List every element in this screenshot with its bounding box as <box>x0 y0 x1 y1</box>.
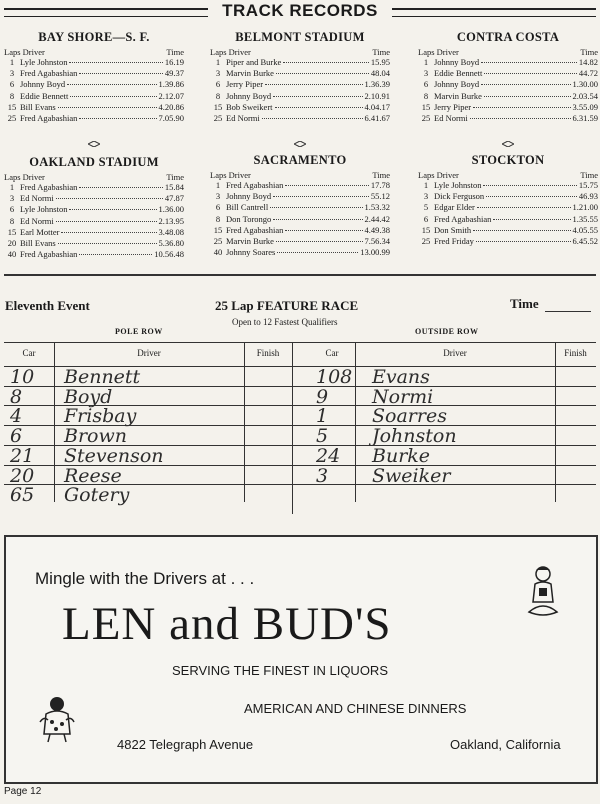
col-header-car: Car <box>22 348 36 358</box>
dot-leader <box>477 207 571 208</box>
dot-leader <box>283 62 369 63</box>
record-driver: Marvin Burke <box>226 236 274 247</box>
dot-leader <box>273 196 369 197</box>
record-laps: 15 <box>421 224 431 235</box>
col-header-finish: Finish <box>564 348 587 358</box>
handwritten-car-number: 20 <box>10 464 35 487</box>
record-laps: 3 <box>423 191 429 202</box>
handwritten-car-number: 21 <box>10 444 35 467</box>
record-driver: Marvin Burke <box>226 68 274 79</box>
record-laps: 40 <box>213 247 223 258</box>
outside-row-label: OUTSIDE ROW <box>415 327 479 336</box>
diamond-ornament <box>502 141 514 147</box>
record-laps: 25 <box>7 113 17 124</box>
handwritten-driver-name: Stevenson <box>64 444 164 467</box>
handwritten-car-number: 9 <box>316 385 329 408</box>
record-time: 6.31.59 <box>572 113 598 124</box>
track-rows <box>4 57 184 124</box>
record-time: 6.41.67 <box>364 113 390 124</box>
dot-leader <box>79 73 163 74</box>
record-row <box>210 225 390 236</box>
record-time: 2.10.91 <box>364 90 390 101</box>
record-row <box>4 216 184 227</box>
track-column-header <box>210 170 390 180</box>
record-row <box>210 57 390 68</box>
record-driver: Fred Agabashian <box>20 182 78 192</box>
track-column-header <box>4 172 184 182</box>
record-driver: Eddie Bennett <box>20 90 69 101</box>
dot-leader <box>484 96 571 97</box>
record-laps: 6 <box>9 204 15 215</box>
track-oakland <box>4 155 184 260</box>
record-time: 2.44.42 <box>364 213 390 224</box>
record-row <box>418 79 598 90</box>
record-time: 10.56.48 <box>154 249 184 260</box>
track-name: BELMONT STADIUM <box>235 30 365 44</box>
dot-leader <box>79 118 156 119</box>
grid-column-rule <box>54 342 55 502</box>
laps-driver-label: Laps Driver <box>4 172 45 182</box>
record-row <box>4 68 184 79</box>
record-laps: 3 <box>215 191 221 202</box>
record-row <box>4 79 184 90</box>
race-time-blank[interactable] <box>545 311 591 312</box>
record-driver: Fred Agabashian <box>226 224 284 235</box>
dot-leader <box>473 107 570 108</box>
record-row <box>210 247 390 258</box>
grid-column-rule <box>244 342 245 502</box>
dot-leader <box>275 107 363 108</box>
record-laps: 8 <box>215 213 221 224</box>
record-time: 15.95 <box>370 57 390 67</box>
record-row <box>210 102 390 113</box>
dot-leader <box>70 96 156 97</box>
dot-leader <box>481 62 577 63</box>
dot-leader <box>61 232 156 233</box>
laps-driver-label: Laps Driver <box>210 170 251 180</box>
handwritten-car-number: 24 <box>316 444 341 467</box>
track-name: STOCKTON <box>471 153 545 167</box>
header-title: TRACK RECORDS <box>222 1 378 20</box>
seated-figure-icon <box>523 564 563 624</box>
track-name: SACRAMENTO <box>253 153 347 167</box>
record-time: 14.82 <box>578 57 598 67</box>
record-row <box>4 227 184 238</box>
handwritten-driver-name: Bennett <box>64 366 141 388</box>
track-column-header <box>4 47 184 57</box>
record-laps: 6 <box>423 213 429 224</box>
dot-leader <box>493 219 570 220</box>
chef-figure-icon <box>38 694 76 744</box>
dot-leader <box>486 196 577 197</box>
record-time: 2.13.95 <box>158 215 184 226</box>
track-rows <box>210 57 390 124</box>
record-driver: Dick Ferguson <box>434 191 485 202</box>
record-driver: Fred Friday <box>434 236 474 247</box>
record-time: 4.04.17 <box>364 101 390 112</box>
record-row <box>210 180 390 191</box>
handwritten-car-number: 108 <box>316 366 353 388</box>
ad-city: Oakland, California <box>450 737 561 752</box>
record-time: 6.45.52 <box>572 236 598 247</box>
col-header-finish: Finish <box>256 348 280 358</box>
record-driver: Marvin Burke <box>434 90 482 101</box>
record-time: 3.48.08 <box>158 226 184 237</box>
record-row <box>418 214 598 225</box>
record-laps: 25 <box>213 113 223 124</box>
record-driver: Fred Agabashian <box>434 213 492 224</box>
header-rule-left <box>4 8 208 17</box>
track-column-header <box>418 47 598 57</box>
handwritten-car-number: 1 <box>316 405 329 428</box>
dot-leader <box>265 84 362 85</box>
record-row <box>418 57 598 68</box>
record-driver: Fred Agabashian <box>20 113 78 124</box>
track-column-header <box>418 170 598 180</box>
track-contra-costa <box>418 30 598 124</box>
handwritten-car-number: 8 <box>10 385 23 408</box>
record-time: 1.21.00 <box>572 202 598 213</box>
record-row <box>4 249 184 260</box>
ad-address: 4822 Telegraph Avenue <box>117 737 254 752</box>
record-time: 2.03.54 <box>572 90 598 101</box>
record-driver: Bill Cantrell <box>226 202 269 213</box>
handwritten-driver-name: Boyd <box>64 385 113 408</box>
handwritten-car-number: 3 <box>316 464 329 487</box>
record-driver: Fred Agabashian <box>20 68 78 79</box>
record-row <box>4 57 184 68</box>
record-driver: Fred Agabashian <box>20 249 78 260</box>
record-driver: Johnny Boyd <box>434 79 480 90</box>
record-row <box>210 236 390 247</box>
record-driver: Johnny Boyd <box>20 79 66 90</box>
dot-leader <box>273 219 362 220</box>
record-laps: 15 <box>213 101 223 112</box>
handwritten-car-number: 65 <box>10 484 35 507</box>
dot-leader <box>470 118 571 119</box>
record-time: 15.75 <box>578 180 598 190</box>
dot-leader <box>276 73 369 74</box>
grid-column-rule <box>555 342 556 502</box>
dot-leader <box>56 198 163 199</box>
record-driver: Bob Sweikert <box>226 101 273 112</box>
dot-leader <box>79 254 152 255</box>
dot-leader <box>273 96 362 97</box>
handwritten-driver-name: Reese <box>64 464 122 487</box>
record-driver: Fred Agabashian <box>226 180 284 190</box>
dot-leader <box>79 187 163 188</box>
laps-driver-label: Laps Driver <box>210 47 251 57</box>
record-row <box>210 68 390 79</box>
starting-grid-table <box>4 342 596 514</box>
dot-leader <box>476 241 571 242</box>
record-time: 4.20.86 <box>158 101 184 112</box>
time-label: Time <box>372 170 390 180</box>
record-laps: 6 <box>215 202 221 213</box>
record-laps: 1 <box>215 57 221 67</box>
record-row <box>210 113 390 124</box>
record-laps: 3 <box>9 193 15 204</box>
record-time: 7.56.34 <box>364 236 390 247</box>
handwritten-driver-name: Johnston <box>372 425 457 448</box>
dot-leader <box>484 73 576 74</box>
event-label: Eleventh Event <box>5 298 90 313</box>
track-name: CONTRA COSTA <box>456 30 560 44</box>
record-laps: 1 <box>423 57 429 67</box>
handwritten-driver-name: Soarres <box>372 405 447 428</box>
track-records-header <box>4 3 596 23</box>
track-rows <box>4 182 184 260</box>
record-driver: Jerry Piper <box>226 79 264 90</box>
dot-leader <box>67 84 156 85</box>
record-driver: Johnny Boyd <box>226 90 272 101</box>
track-rows <box>418 180 598 247</box>
record-row <box>4 113 184 124</box>
record-time: 1.39.86 <box>158 79 184 90</box>
dot-leader <box>58 107 157 108</box>
record-time: 1.35.55 <box>572 213 598 224</box>
record-row <box>210 214 390 225</box>
record-time: 13.00.99 <box>360 247 390 258</box>
col-header-driver: Driver <box>443 348 467 358</box>
record-row <box>4 182 184 193</box>
ad-serving: SERVING THE FINEST IN LIQUORS <box>172 663 388 678</box>
record-time: 44.72 <box>578 68 598 79</box>
section-divider <box>4 274 596 276</box>
race-title: 25 Lap FEATURE RACE <box>215 298 359 313</box>
record-row <box>418 68 598 79</box>
record-driver: Johnny Boyd <box>434 57 480 67</box>
record-time: 1.36.00 <box>158 204 184 215</box>
record-laps: 1 <box>423 180 429 190</box>
record-laps: 15 <box>7 101 17 112</box>
record-laps: 25 <box>421 236 431 247</box>
diamond-ornament <box>88 141 100 147</box>
dot-leader <box>285 185 369 186</box>
grid-rule <box>4 342 596 343</box>
record-time: 2.12.07 <box>158 90 184 101</box>
record-laps: 20 <box>7 238 17 249</box>
record-driver: Bill Evans <box>20 238 56 249</box>
record-time: 1.30.00 <box>572 79 598 90</box>
time-label: Time <box>166 47 184 57</box>
record-driver: Ed Normi <box>434 113 468 124</box>
record-row <box>210 79 390 90</box>
dot-leader <box>69 209 156 210</box>
race-subtitle: Open to 12 Fastest Qualifiers <box>232 317 338 327</box>
record-row <box>4 102 184 113</box>
track-stockton <box>418 153 598 247</box>
handwritten-driver-name: Brown <box>64 425 127 448</box>
record-laps: 3 <box>423 68 429 79</box>
record-time: 46.93 <box>578 191 598 202</box>
record-row <box>418 191 598 202</box>
advertisement <box>4 535 598 784</box>
record-laps: 8 <box>215 90 221 101</box>
record-driver: Bill Evans <box>20 101 56 112</box>
record-row <box>210 202 390 213</box>
record-laps: 5 <box>423 202 429 213</box>
dot-leader <box>483 185 576 186</box>
record-row <box>418 236 598 247</box>
track-rows <box>210 180 390 258</box>
record-time: 16.19 <box>164 57 184 67</box>
record-row <box>4 193 184 204</box>
record-driver: Jerry Piper <box>434 101 472 112</box>
record-time: 1.53.32 <box>364 202 390 213</box>
record-laps: 8 <box>423 90 429 101</box>
time-label: Time <box>166 172 184 182</box>
record-driver: Lyle Johnston <box>20 57 68 67</box>
grid-column-rule <box>355 342 356 502</box>
record-laps: 15 <box>421 101 431 112</box>
record-driver: Earl Motter <box>20 226 60 237</box>
race-time-label: Time <box>510 296 539 311</box>
dot-leader <box>69 62 162 63</box>
col-header-car: Car <box>325 348 339 358</box>
dot-leader <box>270 207 362 208</box>
track-name: OAKLAND STADIUM <box>29 155 159 169</box>
track-rows <box>418 57 598 124</box>
dot-leader <box>473 230 570 231</box>
ad-dinners: AMERICAN AND CHINESE DINNERS <box>244 701 467 716</box>
laps-driver-label: Laps Driver <box>418 170 459 180</box>
record-row <box>210 191 390 202</box>
pole-row-label: POLE ROW <box>115 327 163 336</box>
ad-tagline: Mingle with the Drivers at . . . <box>35 569 255 588</box>
record-row <box>418 91 598 102</box>
handwritten-driver-name: Evans <box>372 366 430 388</box>
record-driver: Ed Normi <box>226 113 260 124</box>
track-column-header <box>210 47 390 57</box>
record-laps: 1 <box>9 57 15 67</box>
header-rule-right <box>392 8 596 17</box>
handwritten-car-number: 10 <box>10 366 35 388</box>
record-laps: 25 <box>421 113 431 124</box>
record-laps: 8 <box>9 215 15 226</box>
record-laps: 25 <box>213 236 223 247</box>
record-driver: Lyle Johnston <box>20 204 68 215</box>
record-row <box>4 91 184 102</box>
record-row <box>418 113 598 124</box>
record-laps: 15 <box>213 224 223 235</box>
track-bay-shore <box>4 30 184 124</box>
diamond-ornament <box>294 141 306 147</box>
record-laps: 8 <box>9 90 15 101</box>
record-time: 55.12 <box>370 191 390 202</box>
handwritten-car-number: 5 <box>316 425 329 448</box>
handwritten-driver-name: Frisbay <box>64 405 137 428</box>
grid-column-rule <box>292 342 293 514</box>
record-row <box>4 238 184 249</box>
handwritten-driver-name: Burke <box>372 444 431 467</box>
record-time: 3.55.09 <box>572 101 598 112</box>
ad-business-name: LEN and BUD'S <box>62 598 392 650</box>
record-laps: 40 <box>7 249 17 260</box>
record-driver: Eddie Bennett <box>434 68 483 79</box>
record-row <box>418 102 598 113</box>
handwritten-driver-name: Sweiker <box>372 464 451 487</box>
record-time: 5.36.80 <box>158 238 184 249</box>
record-laps: 1 <box>9 182 15 192</box>
record-driver: Ed Normi <box>20 215 54 226</box>
record-driver: Ed Normi <box>20 193 54 204</box>
record-row <box>418 225 598 236</box>
laps-driver-label: Laps Driver <box>418 47 459 57</box>
track-sacramento <box>210 153 390 258</box>
handwritten-driver-name: Normi <box>372 385 434 408</box>
record-driver: Don Smith <box>434 224 472 235</box>
track-belmont <box>210 30 390 124</box>
record-driver: Edgar Elder <box>434 202 475 213</box>
record-time: 1.36.39 <box>364 79 390 90</box>
dot-leader <box>481 84 570 85</box>
handwritten-car-number: 4 <box>10 405 23 428</box>
record-driver: Lyle Johnston <box>434 180 482 190</box>
record-laps: 6 <box>9 79 15 90</box>
time-label: Time <box>580 47 598 57</box>
record-time: 47.87 <box>164 193 184 204</box>
record-time: 49.37 <box>164 68 184 79</box>
record-time: 4.05.55 <box>572 224 598 235</box>
record-laps: 15 <box>7 226 17 237</box>
record-laps: 1 <box>215 180 221 190</box>
time-label: Time <box>372 47 390 57</box>
record-laps: 3 <box>215 68 221 79</box>
laps-driver-label: Laps Driver <box>4 47 45 57</box>
record-laps: 3 <box>9 68 15 79</box>
track-name: BAY SHORE—S. F. <box>38 30 150 44</box>
handwritten-driver-name: Gotery <box>64 484 130 507</box>
col-header-driver: Driver <box>137 348 161 358</box>
record-driver: Johnny Soares <box>226 247 276 258</box>
dot-leader <box>276 241 363 242</box>
record-row <box>4 204 184 215</box>
record-driver: Piper and Burke <box>226 57 282 67</box>
record-time: 15.84 <box>164 182 184 192</box>
record-driver: Don Torongo <box>226 213 272 224</box>
dot-leader <box>262 118 363 119</box>
dot-leader <box>285 230 362 231</box>
record-time: 4.49.38 <box>364 224 390 235</box>
dot-leader <box>277 252 358 253</box>
page-number: Page 12 <box>4 786 42 797</box>
record-laps: 6 <box>423 79 429 90</box>
dot-leader <box>56 221 157 222</box>
handwritten-car-number: 6 <box>10 425 23 448</box>
record-row <box>418 180 598 191</box>
dot-leader <box>58 243 157 244</box>
record-row <box>210 91 390 102</box>
record-time: 7.05.90 <box>158 113 184 124</box>
time-label: Time <box>580 170 598 180</box>
record-driver: Johnny Boyd <box>226 191 272 202</box>
record-time: 17.78 <box>370 180 390 190</box>
record-row <box>418 202 598 213</box>
record-time: 48.04 <box>370 68 390 79</box>
record-laps: 6 <box>215 79 221 90</box>
